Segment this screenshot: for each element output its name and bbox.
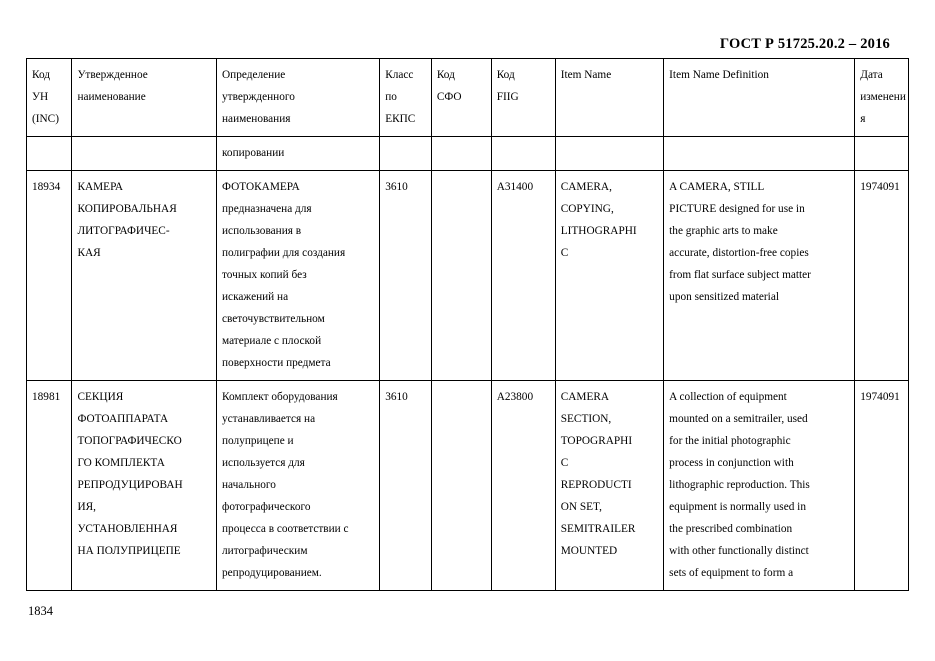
cell-date	[855, 137, 909, 171]
column-header-approved-name: Утвержденное наименование	[72, 59, 217, 137]
cell-item-name-definition: A CAMERA, STILL PICTURE designed for use in the graphic arts to make accurate, distortion-free copies from flat surface subject matter upon sensitized material	[664, 171, 855, 381]
cell-item-name: CAMERA, COPYING, LITHOGRAPHI C	[555, 171, 663, 381]
column-header-definition: Определение утвержденного наименования	[217, 59, 380, 137]
cell-klass-ekps: 3610	[380, 171, 432, 381]
table-row-continued	[27, 137, 909, 171]
cell-item-name-definition	[664, 137, 855, 171]
cell-kod-un: 18934	[27, 171, 72, 381]
cell-kod-sfo	[431, 137, 491, 171]
cell-kod-fiig	[491, 137, 555, 171]
cell-kod-un: 18981	[27, 381, 72, 591]
cell-approved-name: КАМЕРА КОПИРОВАЛЬНАЯ ЛИТОГРАФИЧЕС- КАЯ	[72, 171, 217, 381]
column-header-item-name: Item Name	[555, 59, 663, 137]
cell-item-name: CAMERA SECTION, TOPOGRAPHI C REPRODUCTI ON SET, SEMITRAILER MOUNTED	[555, 381, 663, 591]
cell-kod-fiig: A31400	[491, 171, 555, 381]
standard-header: ГОСТ Р 51725.20.2 – 2016	[719, 36, 890, 52]
column-header-kod-un: Код УН (INC)	[27, 59, 72, 137]
table-header	[27, 59, 909, 137]
cell-kod-fiig: A23800	[491, 381, 555, 591]
column-header-klass-ekps: Класс по ЕКПС	[380, 59, 432, 137]
cell-kod-sfo	[431, 171, 491, 381]
inc-nomenclature-table	[26, 58, 909, 591]
cell-kod-sfo	[431, 381, 491, 591]
cell-klass-ekps: 3610	[380, 381, 432, 591]
cell-approved-name	[72, 137, 217, 171]
table-header-row	[27, 59, 909, 137]
cell-date: 1974091	[855, 381, 909, 591]
cell-approved-name: СЕКЦИЯ ФОТОАППАРАТА ТОПОГРАФИЧЕСКО ГО КОМПЛЕКТА РЕПРОДУЦИРОВАН ИЯ, УСТАНОВЛЕННАЯ НА ПОЛУПРИЦЕПЕ	[72, 381, 217, 591]
cell-item-name-definition: A collection of equipment mounted on a semitrailer, used for the initial photographic process in conjunction with lithographic reproduction. This equipment is normally used in the prescribed combination with other functionally distinct sets of equipment to form a	[664, 381, 855, 591]
column-header-kod-sfo: Код СФО	[431, 59, 491, 137]
cell-definition: копировании	[217, 137, 380, 171]
column-header-item-name-definition: Item Name Definition	[664, 59, 855, 137]
page-number: 1834	[28, 604, 53, 618]
table-row	[27, 381, 909, 591]
cell-klass-ekps	[380, 137, 432, 171]
cell-date: 1974091	[855, 171, 909, 381]
cell-item-name	[555, 137, 663, 171]
table-row	[27, 171, 909, 381]
column-header-date: Дата изменени я	[855, 59, 909, 137]
cell-definition: Комплект оборудования устанавливается на полуприцепе и используется для начального фотографического процесса в соответствии с литографическим репродуцированием.	[217, 381, 380, 591]
cell-definition: ФОТОКАМЕРА предназначена для использования в полиграфии для создания точных копий без искажений на светочувствительном материале с плоской поверхности предмета	[217, 171, 380, 381]
column-header-kod-fiig: Код FIIG	[491, 59, 555, 137]
table-body	[27, 137, 909, 591]
cell-kod-un	[27, 137, 72, 171]
